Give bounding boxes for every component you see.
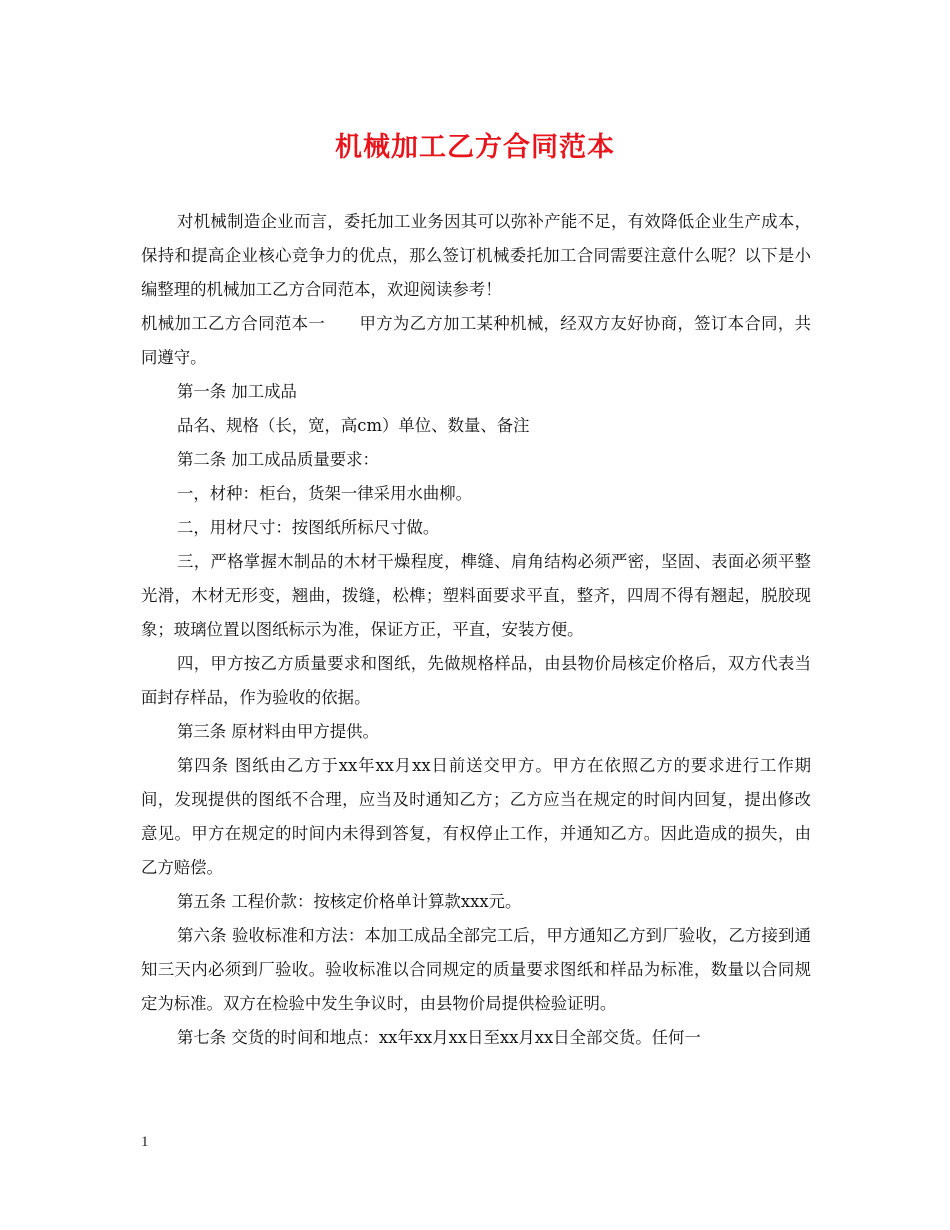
article-3: 第三条 原材料由甲方提供。 bbox=[177, 722, 379, 741]
article-7: 第七条 交货的时间和地点：xx年xx月xx日至xx月xx日全部交货。任何一 bbox=[177, 1028, 701, 1047]
article-2-item-3: 三，严格掌握木制品的木材干燥程度，榫缝、肩角结构必须严密，坚固、表面必须平整光滑，木材无形变，翘曲，拨缝，松榫；塑料面要求平直，整齐，四周不得有翘起，脱胶现象；玻璃位置以图纸标示为准，保证方正，平直，安装方便。 bbox=[141, 552, 811, 639]
intro-paragraph: 对机械制造企业而言，委托加工业务因其可以弥补产能不足，有效降低企业生产成本，保持和提高企业核心竞争力的优点，那么签订机械委托加工合同需要注意什么呢？以下是小编整理的机械加工乙方合同范本，欢迎阅读参考！ bbox=[141, 212, 811, 299]
section-heading-line bbox=[141, 307, 811, 375]
contract-preamble: 甲方为乙方加工某种机械，经双方友好协商，签订本合同，共同遵守。 bbox=[141, 314, 812, 367]
article-5: 第五条 工程价款：按核定价格单计算款xxx元。 bbox=[177, 892, 522, 911]
article-2-item-2: 二，用材尺寸：按图纸所标尺寸做。 bbox=[177, 518, 440, 537]
article-1-columns: 品名、规格（长，宽，高cm）单位、数量、备注 bbox=[177, 416, 530, 435]
article-2-item-4: 四，甲方按乙方质量要求和图纸，先做规格样品，由县物价局核定价格后，双方代表当面封存样品，作为验收的依据。 bbox=[141, 654, 811, 707]
article-6: 第六条 验收标准和方法：本加工成品全部完工后，甲方通知乙方到厂验收，乙方接到通知三天内必须到厂验收。验收标准以合同规定的质量要求图纸和样品为标准，数量以合同规定为标准。双方在检验中发生争议时，由县物价局提供检验证明。 bbox=[141, 926, 811, 1013]
article-2-item-1: 一，材种：柜台，货架一律采用水曲柳。 bbox=[177, 484, 473, 503]
document-body bbox=[141, 205, 811, 1055]
article-4: 第四条 图纸由乙方于xx年xx月xx日前送交甲方。甲方在依照乙方的要求进行工作期间，发现提供的图纸不合理，应当及时通知乙方；乙方应当在规定的时间内回复，提出修改意见。甲方在规定的时间内未得到答复，有权停止工作，并通知乙方。因此造成的损失，由乙方赔偿。 bbox=[141, 756, 811, 877]
article-2-heading: 第二条 加工成品质量要求： bbox=[177, 450, 379, 469]
section-heading: 机械加工乙方合同范本一 bbox=[141, 314, 326, 333]
document-title: 机械加工乙方合同范本 bbox=[335, 132, 615, 163]
article-1-heading: 第一条 加工成品 bbox=[177, 382, 297, 401]
page-number: 1 bbox=[141, 1134, 149, 1150]
